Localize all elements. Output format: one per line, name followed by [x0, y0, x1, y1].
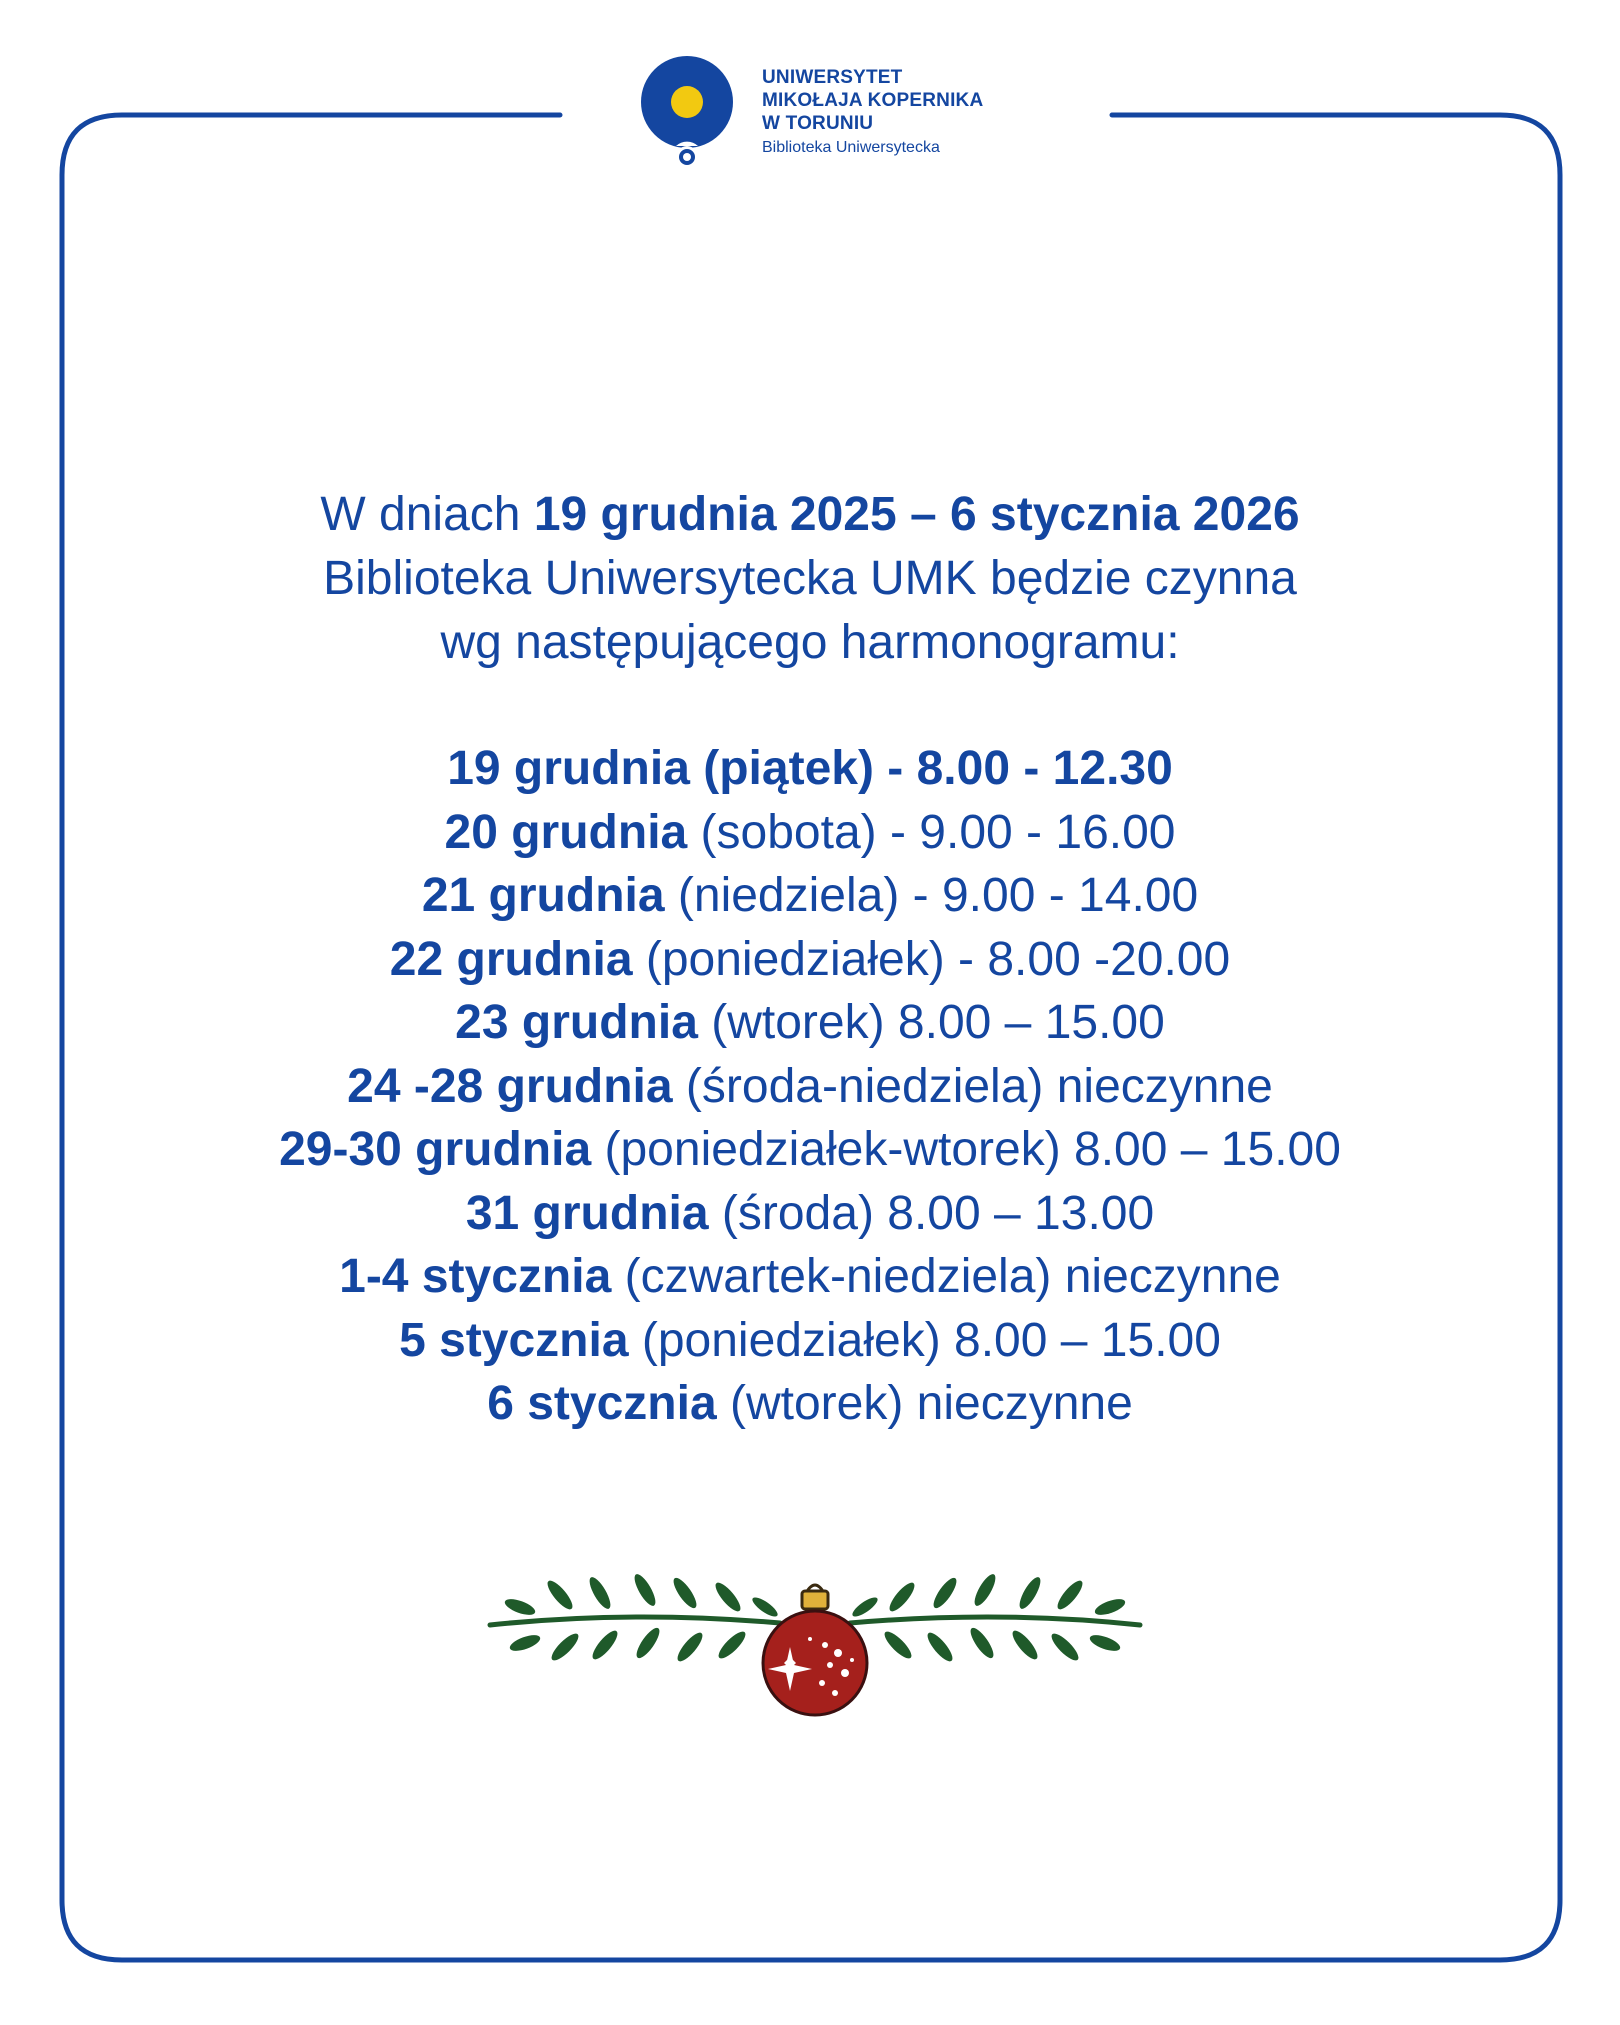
schedule-detail: (czwartek-niedziela) nieczynne	[611, 1250, 1281, 1303]
logo-subtitle: Biblioteka Uniwersytecka	[762, 139, 940, 156]
schedule-item	[0, 864, 1620, 928]
schedule-date: 22 grudnia	[389, 932, 633, 986]
schedule-date: 29-30 grudnia	[279, 1123, 592, 1176]
schedule-detail: (poniedziałek) 8.00 – 15.00	[628, 1313, 1221, 1367]
schedule-item	[0, 801, 1620, 865]
logo-line-2: MIKOŁAJA KOPERNIKA	[762, 90, 984, 111]
schedule-item	[0, 1372, 1620, 1436]
schedule-detail: (poniedziałek-wtorek) 8.00 – 15.00	[591, 1123, 1341, 1176]
schedule-date: 6 stycznia	[487, 1377, 717, 1430]
schedule-list	[0, 737, 1620, 1436]
schedule-item	[0, 1118, 1620, 1182]
schedule-item	[0, 737, 1620, 801]
schedule-item	[0, 991, 1620, 1055]
umk-logo	[636, 52, 996, 177]
schedule-item	[0, 1182, 1620, 1246]
schedule-date: 23 grudnia	[455, 996, 698, 1049]
schedule-item	[0, 1309, 1620, 1373]
logo-line-3: W TORUNIU	[762, 113, 874, 134]
schedule-item	[0, 1055, 1620, 1119]
schedule-date: 19 grudnia (piątek) - 8.00 - 12.30	[447, 742, 1173, 795]
intro-line-3: wg następującego harmonogramu:	[440, 616, 1180, 669]
intro-line-1	[0, 483, 1620, 547]
intro-text	[0, 483, 1620, 675]
umk-logo-icon	[636, 54, 736, 174]
intro-prefix: W dniach	[320, 488, 534, 541]
schedule-detail: (środa) 8.00 – 13.00	[708, 1186, 1155, 1240]
schedule-date: 5 stycznia	[399, 1313, 629, 1367]
schedule-date: 1-4 stycznia	[339, 1250, 612, 1303]
logo-line-1: UNIWERSYTET	[762, 67, 903, 88]
schedule-detail: (wtorek) 8.00 – 15.00	[697, 996, 1165, 1049]
schedule-detail: (poniedziałek) - 8.00 -20.00	[632, 932, 1231, 986]
schedule-date: 20 grudnia	[444, 805, 688, 859]
schedule-detail: (sobota) - 9.00 - 16.00	[687, 805, 1176, 859]
schedule-date: 21 grudnia	[421, 869, 665, 922]
intro-line-2: Biblioteka Uniwersytecka UMK będzie czynna	[323, 552, 1297, 605]
schedule-item	[0, 928, 1620, 992]
logo-text	[762, 66, 983, 160]
intro-dates: 19 grudnia 2025 – 6 stycznia 2026	[533, 488, 1300, 541]
schedule-detail: (środa-niedziela) nieczynne	[672, 1059, 1273, 1113]
schedule-date: 24 -28 grudnia	[347, 1059, 673, 1113]
schedule-detail: (niedziela) - 9.00 - 14.00	[664, 869, 1199, 922]
schedule-detail: (wtorek) nieczynne	[716, 1377, 1133, 1430]
schedule-item	[0, 1245, 1620, 1309]
christmas-bauble-garland-icon	[480, 1565, 1150, 1735]
schedule-date: 31 grudnia	[465, 1186, 709, 1240]
